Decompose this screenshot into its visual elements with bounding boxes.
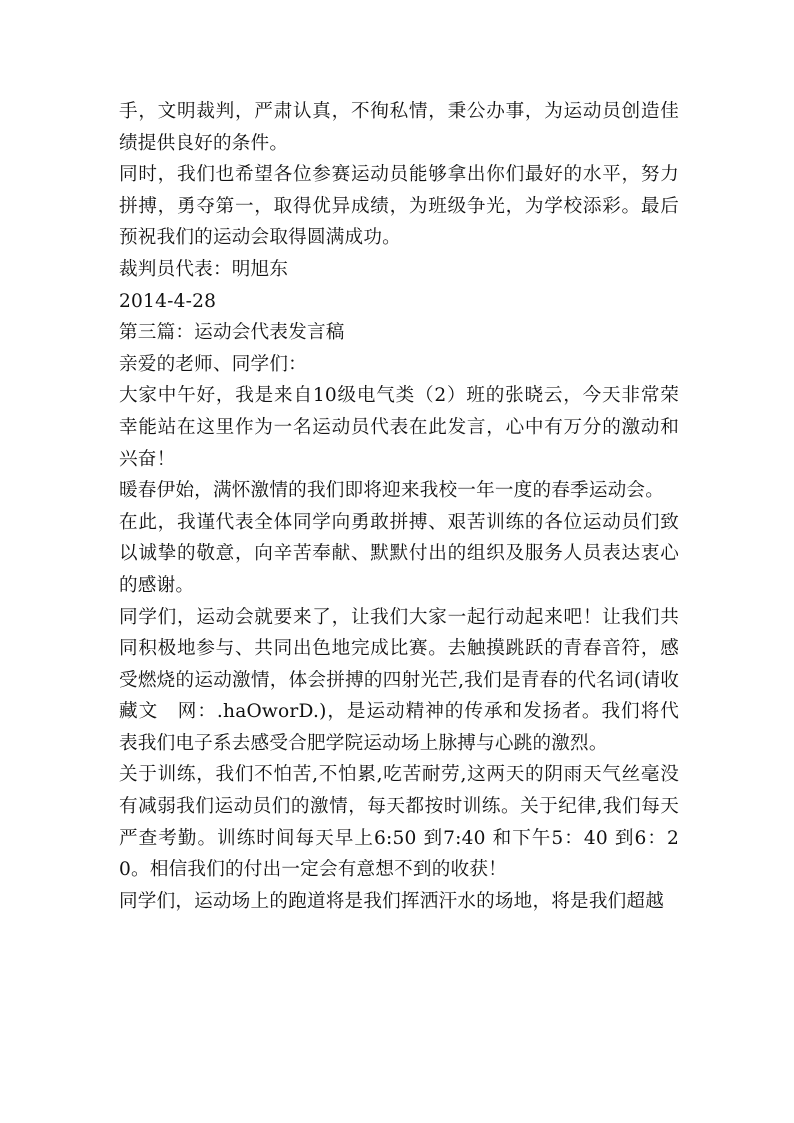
paragraph-date: 2014-4-28 <box>119 290 217 312</box>
paragraph-track-closing: 同学们，运动场上的跑道将是我们挥洒汗水的场地，将是我们超越 <box>119 890 665 912</box>
paragraph-signature: 裁判员代表：明旭东 <box>119 258 289 280</box>
document-body <box>119 96 679 917</box>
paragraph-training: 关于训练，我们不怕苦,不怕累,吃苦耐劳,这两天的阴雨天气丝毫没有减弱我们运动员们的激情，每天都按时训练。关于纪律,我们每天严查考勤。训练时间每天早上6:50 到7:40 和下午5：40 到6：20。相信我们的付出一定会有意想不到的收获！ <box>119 764 679 881</box>
paragraph-call-to-action: 同学们，运动会就要来了，让我们大家一起行动起来吧！让我们共同积极地参与、共同出色地完成比赛。去触摸跳跃的青春音符，感受燃烧的运动激情，体会拼搏的四射光芒,我们是青春的代名词(请收藏文 网：.haOworD.)，是运动精神的传承和发扬者。我们将代表我们电子系去感受合肥学院运动场上脉搏与心跳的激烈。 <box>119 606 679 754</box>
paragraph-gratitude: 在此，我谨代表全体同学向勇敢拼搏、艰苦训练的各位运动员们致以诚挚的敬意，向辛苦奉献、默默付出的组织及服务人员表达衷心的感谢。 <box>119 511 679 596</box>
paragraph-introduction: 大家中午好，我是来自10级电气类（2）班的张晓云，今天非常荣幸能站在这里作为一名运动员代表在此发言，心中有万分的激动和兴奋！ <box>119 385 679 470</box>
paragraph-salutation: 亲爱的老师、同学们： <box>119 353 307 375</box>
section-heading: 第三篇：运动会代表发言稿 <box>119 322 345 344</box>
paragraph-spring-opening: 暖春伊始，满怀激情的我们即将迎来我校一年一度的春季运动会。 <box>119 480 665 502</box>
paragraph-referee-closing: 手，文明裁判，严肃认真，不徇私情，秉公办事，为运动员创造佳绩提供良好的条件。 <box>119 101 679 154</box>
paragraph-athlete-wishes: 同时，我们也希望各位参赛运动员能够拿出你们最好的水平，努力拼搏，勇夺第一，取得优异成绩，为班级争光，为学校添彩。最后预祝我们的运动会取得圆满成功。 <box>119 164 679 249</box>
